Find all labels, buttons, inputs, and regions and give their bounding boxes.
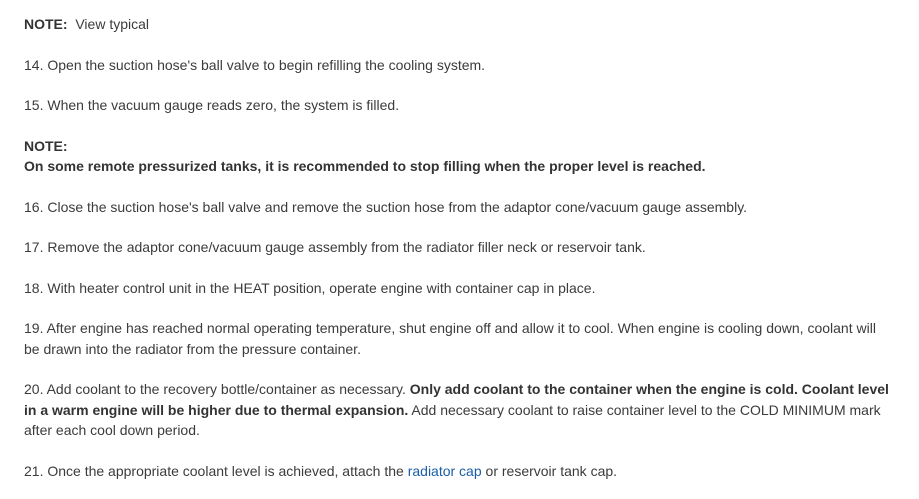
note-text: View typical — [75, 16, 150, 32]
note-label: NOTE: — [24, 16, 68, 32]
step-20 — [24, 379, 895, 441]
step-20-instruction: Add necessary coolant to raise container level to the COLD MINIMUM mark after each cool down period. — [24, 401, 881, 438]
note-view-typical — [24, 14, 895, 35]
step-14: 14. Open the suction hose's ball valve to begin refilling the cooling system. — [24, 56, 486, 73]
step-21 — [24, 461, 895, 482]
radiator-cap-link[interactable]: radiator cap — [407, 462, 482, 479]
step-16: 16. Close the suction hose's ball valve and remove the suction hose from the adaptor cone/vacuum gauge assembly. — [24, 198, 748, 215]
step-21-end: or reservoir tank cap. — [485, 462, 618, 479]
step-20-text: 20. Add coolant to the recovery bottle/container as necessary. — [24, 381, 406, 397]
note-label: NOTE: — [24, 137, 68, 154]
step-19: 19. After engine has reached normal operating temperature, shut engine off and allow it to cool. When engine is cooling down, coolant will be drawn into the radiator from the pressure container. — [24, 320, 876, 357]
step-21-text: 21. Once the appropriate coolant level is achieved, attach the — [24, 462, 404, 479]
note-remote-tanks — [24, 136, 895, 177]
step-17: 17. Remove the adaptor cone/vacuum gauge assembly from the radiator filler neck or reservoir tank. — [24, 239, 646, 255]
note-text: On some remote pressurized tanks, it is recommended to stop filling when the proper level is reached. — [24, 158, 706, 174]
step-20-warning: Only add coolant to the container when the engine is cold. Coolant level in a warm engine will be higher due to thermal expansion. — [24, 381, 889, 418]
step-15: 15. When the vacuum gauge reads zero, the system is filled. — [24, 97, 400, 113]
step-18: 18. With heater control unit in the HEAT position, operate engine with container cap in place. — [24, 279, 596, 296]
